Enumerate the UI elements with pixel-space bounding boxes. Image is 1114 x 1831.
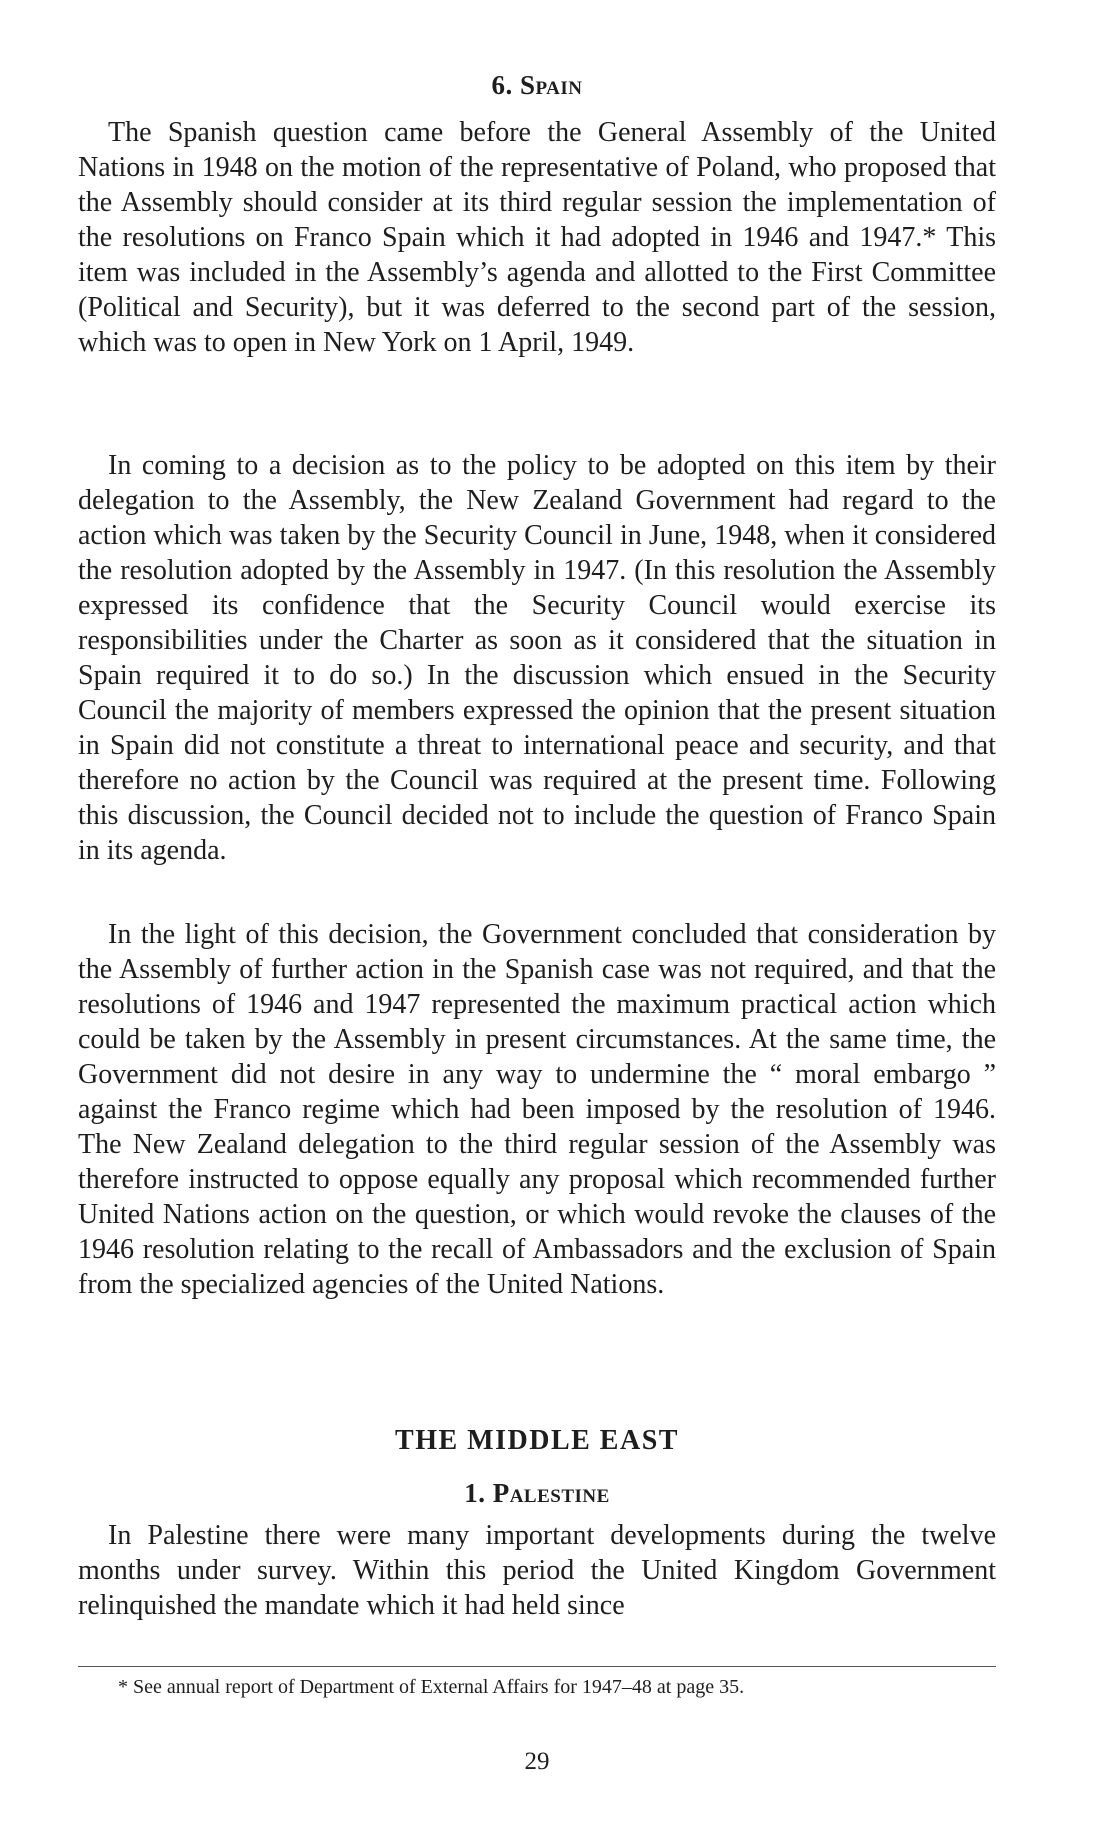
- paragraph-palestine-1: In Palestine there were many important developments during the twelve months under survey. Within this period the United Kingdom Government relinquished the mandate which it had held since: [78, 1520, 996, 1621]
- section-heading-spain: 6. Spain: [491, 70, 583, 100]
- footnote-divider: [78, 1666, 996, 1667]
- section-heading-middle-east: THE MIDDLE EAST: [395, 1425, 679, 1456]
- section-heading-palestine: 1. Palestine: [464, 1478, 610, 1508]
- page-number: 29: [524, 1748, 550, 1775]
- footnote: * See annual report of Department of External Affairs for 1947–48 at page 35.: [118, 1676, 745, 1698]
- paragraph-spain-1: The Spanish question came before the General Assembly of the United Nations in 1948 on the motion of the representative of Poland, who proposed that the Assembly should consider at its third regular session the implementation of the resolutions on Franco Spain which it had adopted in 1946 and 1947.* This item was included in the Assembly’s agenda and allotted to the First Committee (Political and Security), but it was deferred to the second part of the session, which was to open in New York on 1 April, 1949.: [78, 117, 996, 358]
- paragraph-spain-3: In the light of this decision, the Government concluded that consideration by the Assembly of further action in the Spanish case was not required, and that the resolutions of 1946 and 1947 represented the maximum practical action which could be taken by the Assembly in present circumstances. At the same time, the Government did not desire in any way to undermine the “ moral embargo ” against the Franco regime which had been imposed by the resolution of 1946. The New Zealand delegation to the third regular session of the Assembly was therefore instructed to oppose equally any proposal which recommended further United Nations action on the question, or which would revoke the clauses of the 1946 resolution relating to the recall of Ambassadors and the exclusion of Spain from the specialized agencies of the United Nations.: [78, 919, 996, 1300]
- paragraph-spain-2: In coming to a decision as to the policy to be adopted on this item by their delegation to the Assembly, the New Zealand Government had regard to the action which was taken by the Security Council in June, 1948, when it considered the resolution adopted by the Assembly in 1947. (In this resolution the Assembly expressed its confidence that the Security Council would exercise its responsibilities under the Charter as soon as it considered that the situation in Spain required it to do so.) In the discussion which ensued in the Security Council the majority of members expressed the opinion that the present situation in Spain did not constitute a threat to international peace and security, and that therefore no action by the Council was required at the present time. Following this discussion, the Council decided not to include the question of Franco Spain in its agenda.: [78, 450, 996, 866]
